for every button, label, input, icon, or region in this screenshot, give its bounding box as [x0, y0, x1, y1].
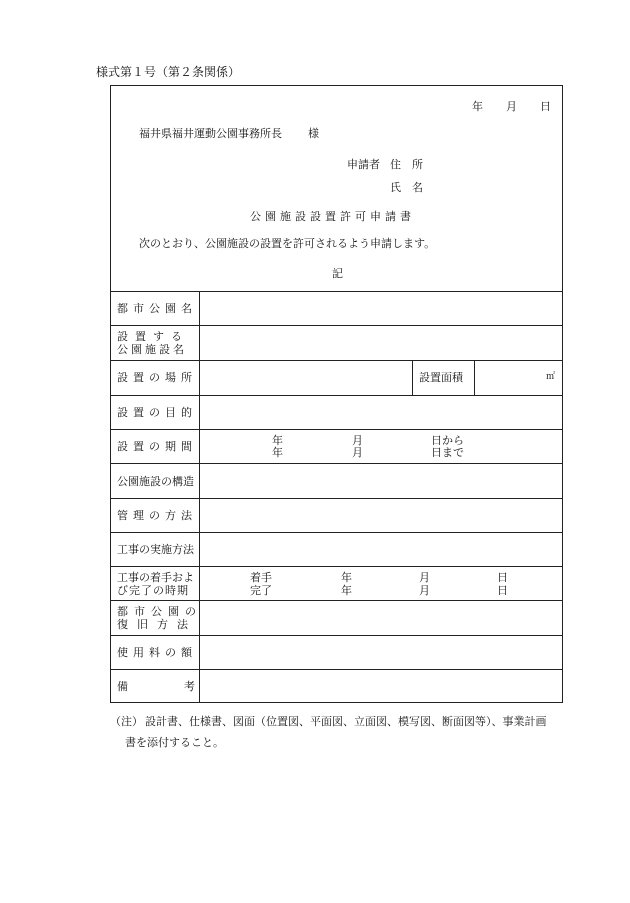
completion-day: 日	[497, 584, 508, 597]
row-divider	[110, 669, 563, 670]
label-management: 管理の方法	[117, 509, 197, 522]
address-label: 住 所	[390, 158, 423, 171]
label-construction-period-l1: 工事の着手およ	[117, 571, 194, 584]
period-start-day: 日から	[431, 434, 464, 447]
note-line1: 設計書、仕様書、図面（位置図、平面図、立面図、模写図、断面図等）、事業計画	[145, 715, 547, 728]
intro-text: 次のとおり、公園施設の設置を許可されるよう申請します。	[139, 237, 436, 250]
label-area: 設置面積	[419, 371, 463, 384]
note-prefix: （注）	[110, 715, 143, 728]
label-facility-name-l1: 設置する	[117, 330, 189, 343]
addressee: 福井県福井運動公園事務所長	[139, 127, 282, 140]
row-divider	[110, 498, 563, 499]
addressee-honorific: 様	[308, 127, 319, 140]
period-start-month: 月	[352, 434, 363, 447]
row-divider	[110, 463, 563, 464]
area-divider-left	[412, 360, 413, 395]
start-year: 年	[341, 571, 352, 584]
start-month: 月	[419, 571, 430, 584]
start-day: 日	[497, 571, 508, 584]
ki-mark: 記	[332, 267, 343, 280]
label-facility-name-l2: 公園施設名	[117, 343, 187, 356]
completion-year: 年	[341, 584, 352, 597]
label-period: 設置の期間	[117, 440, 197, 453]
date-day: 日	[540, 100, 551, 113]
completion-label: 完了	[250, 584, 272, 597]
period-end-year: 年	[272, 446, 283, 459]
label-remarks-a: 備	[117, 680, 128, 693]
row-divider	[110, 395, 563, 396]
form-id: 様式第１号（第２条関係）	[96, 65, 241, 79]
label-construction-method: 工事の実施方法	[117, 543, 194, 556]
period-end-day: 日まで	[431, 446, 464, 459]
label-restoration-l1: 都市公園の	[117, 605, 202, 618]
completion-month: 月	[419, 584, 430, 597]
row-divider	[110, 291, 563, 292]
row-divider	[110, 360, 563, 361]
row-divider	[110, 635, 563, 636]
row-divider	[110, 429, 563, 430]
date-year: 年	[472, 100, 483, 113]
label-structure: 公園施設の構造	[117, 475, 194, 488]
label-usage-fee: 使用料の額	[117, 646, 197, 659]
applicant-label: 申請者	[347, 158, 380, 171]
name-label: 氏 名	[390, 181, 423, 194]
form-title: 公園施設設置許可申請書	[250, 210, 415, 223]
row-divider	[110, 566, 563, 567]
label-construction-period-l2: び完了の時期	[117, 584, 189, 597]
period-end-month: 月	[352, 446, 363, 459]
period-start-year: 年	[272, 434, 283, 447]
row-divider	[110, 325, 563, 326]
label-park-name: 都市公園名	[117, 302, 197, 315]
label-restoration-l2: 復旧方法	[117, 618, 197, 631]
date-month: 月	[506, 100, 517, 113]
label-purpose: 設置の目的	[117, 406, 197, 419]
label-column-divider	[199, 291, 200, 703]
note-line2: 書を添付すること。	[125, 736, 224, 749]
area-divider-right	[474, 360, 475, 395]
start-label: 着手	[250, 571, 272, 584]
area-unit: ㎡	[546, 372, 556, 382]
row-divider	[110, 600, 563, 601]
label-remarks-b: 考	[184, 680, 195, 693]
row-divider	[110, 532, 563, 533]
label-location: 設置の場所	[117, 371, 197, 384]
